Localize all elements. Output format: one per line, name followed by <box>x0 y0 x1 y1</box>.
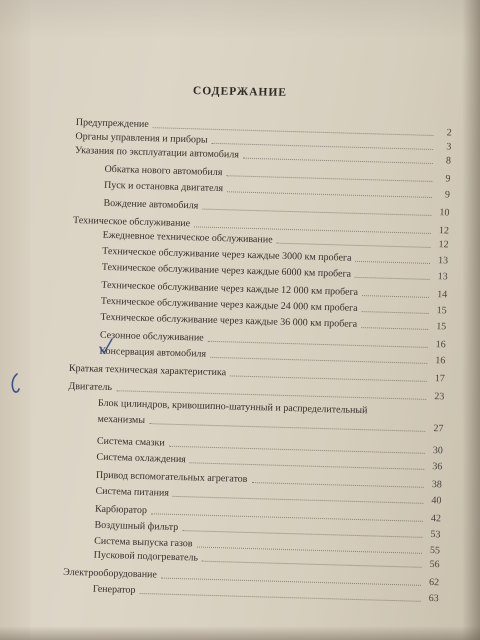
toc-entry-title: Блок цилиндров, кривошипно-шатунный и распределительный <box>97 397 368 417</box>
toc-page-number: 42 <box>430 513 442 525</box>
toc-page-number: 27 <box>433 423 444 435</box>
toc-page-number: 13 <box>437 271 448 283</box>
toc-entry-title: Техническое обслуживание через каждые 12 000 км пробега <box>101 279 359 298</box>
toc-page-number: 3 <box>446 141 452 153</box>
toc-page-number: 36 <box>432 461 443 473</box>
toc-page-number: 16 <box>435 355 446 367</box>
toc-page-number: 30 <box>432 445 443 457</box>
toc-entry-title: Пуск и остановка двигателя <box>103 179 224 195</box>
toc-entry-title: Система выпуска газов <box>93 535 193 550</box>
page-bottom-edge <box>0 626 480 640</box>
toc-entry-title: Система охлаждения <box>96 451 186 466</box>
toc-page-number: 12 <box>438 225 450 237</box>
toc-entry-title: Краткая техническая характеристика <box>68 362 227 379</box>
toc-entry-title: Привод вспомогательных агрегатов <box>95 469 248 485</box>
toc-page-number: 13 <box>437 255 449 267</box>
toc-entry-title: Вождение автомобиля <box>103 197 199 212</box>
toc-page-number: 8 <box>445 155 452 167</box>
toc-page-number: 2 <box>446 127 452 139</box>
toc-entry-title: Техническое обслуживание через каждые 36 000 км пробега <box>100 311 358 330</box>
dot-leader <box>362 311 429 314</box>
toc-entry-title: Воздушный фильтр <box>94 519 179 534</box>
toc-page-number: 9 <box>444 189 451 201</box>
page-shadow <box>0 0 480 40</box>
toc-page-number: 53 <box>430 529 441 541</box>
toc-entry-title: Система смазки <box>96 435 165 449</box>
toc-entry-title: Указания по эксплуатации автомобиля <box>74 144 240 161</box>
toc-page-number: 12 <box>438 239 449 251</box>
toc-entry-title: механизмы <box>97 413 146 427</box>
toc-page-number: 38 <box>431 479 442 491</box>
toc-entry-title: Техническое обслуживание через каждые 24 000 км пробега <box>100 295 358 314</box>
dot-leader <box>361 327 428 330</box>
toc-entry-title: Ежедневное техническое обслуживание <box>102 229 273 246</box>
page-gutter <box>0 0 30 640</box>
toc-page-number: 17 <box>434 373 445 385</box>
dot-leader <box>355 261 430 264</box>
dot-leader <box>362 295 429 298</box>
toc-page-number: 15 <box>436 321 447 333</box>
toc-entry-title: Система питания <box>95 485 170 499</box>
toc-page-number: 23 <box>434 391 445 403</box>
dot-leader <box>276 243 430 248</box>
toc-page-number: 55 <box>429 545 441 557</box>
toc-page-number: 14 <box>436 289 448 301</box>
toc-entry-title: Консервация автомобиля <box>99 345 207 360</box>
toc-entry-title: Техническое обслуживание через каждые 6000 км пробега <box>101 261 352 280</box>
toc-page-number: 10 <box>439 207 450 219</box>
toc-entry-title: Техническое обслуживание <box>72 214 191 230</box>
page-right-edge <box>462 0 480 640</box>
toc-entry-title: Органы управления и приборы <box>75 130 208 146</box>
toc-entry-title: Генератор <box>92 583 136 596</box>
toc-entry-title: Техническое обслуживание через каждые 3000 км пробега <box>102 245 352 264</box>
toc-entry-title: Обкатка нового автомобиля <box>104 163 223 179</box>
page-title: СОДЕРЖАНИЕ <box>192 85 288 99</box>
toc-page-number: 63 <box>428 593 439 605</box>
toc-page-number: 9 <box>445 173 451 185</box>
toc-entry-title: Сезонное обслуживание <box>99 329 204 344</box>
toc-page-number: 40 <box>431 495 442 507</box>
toc-page-number: 16 <box>435 339 446 351</box>
toc-entry-title: Предупреждение <box>75 116 149 131</box>
toc-page-number: 15 <box>436 305 447 317</box>
toc-entry-title: Карбюратор <box>94 503 148 517</box>
dot-leader <box>355 277 430 280</box>
toc-entry-title: Электрооборудование <box>63 566 158 581</box>
toc-entry-title: Пусковой подогреватель <box>93 549 199 564</box>
toc-entry-title: Двигатель <box>68 380 113 394</box>
toc-page-number: 56 <box>429 559 440 571</box>
toc-page-number: 62 <box>428 577 440 589</box>
